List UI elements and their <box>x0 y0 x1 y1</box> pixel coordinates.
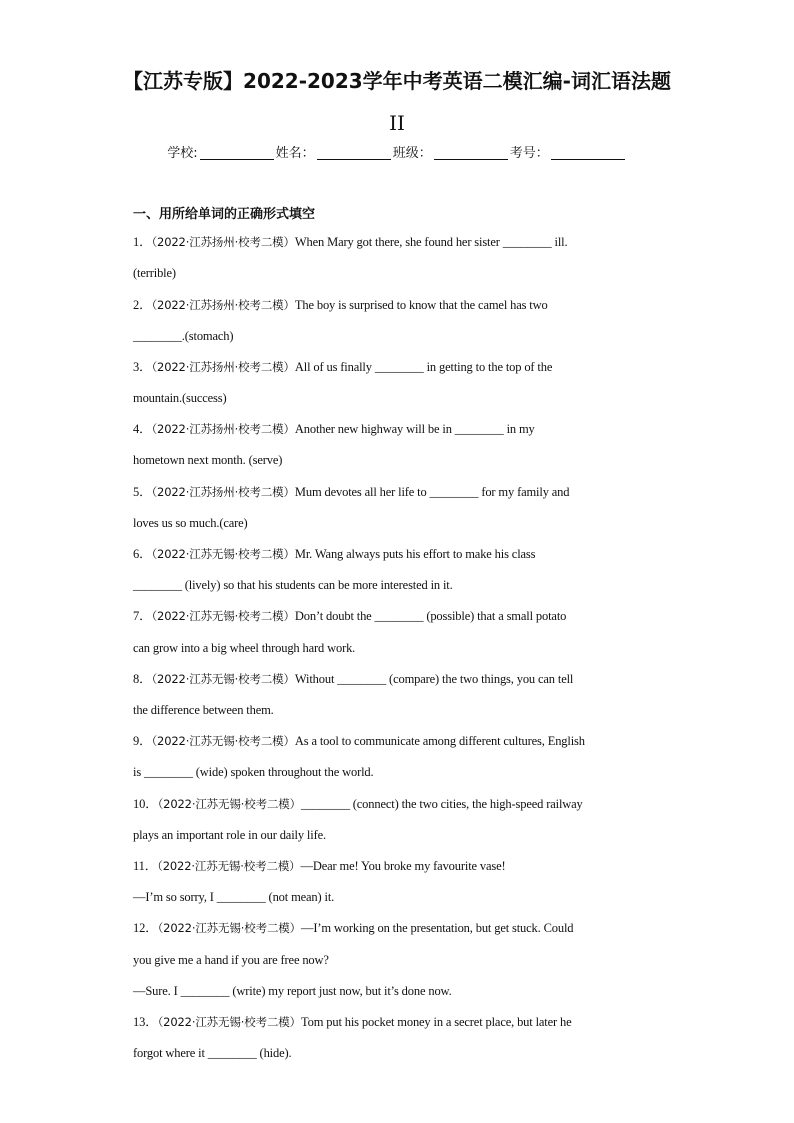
question-text: When Mary got there, she found her sister ________ ill. <box>294 235 568 249</box>
question-number: 1． <box>133 235 152 249</box>
question-number: 7． <box>133 609 152 623</box>
question-source: （2022·江苏无锡·校考二模） <box>151 547 295 561</box>
question-text: —I’m working on the presentation, but get stuck. Could <box>301 921 574 935</box>
question-source: （2022·江苏无锡·校考二模） <box>157 797 301 811</box>
question-number: 9． <box>133 734 152 748</box>
question-text: Tom put his pocket money in a secret place, but later he <box>301 1015 572 1029</box>
exam-no-blank[interactable] <box>551 159 625 160</box>
question-2-line-2: ________.(stomach) <box>133 329 234 343</box>
question-7-line-1 <box>133 607 566 625</box>
question-text: —Dear me! You broke my favourite vase! <box>300 859 506 873</box>
question-text: Mum devotes all her life to ________ for my family and <box>294 485 570 499</box>
question-number: 6． <box>133 547 152 561</box>
question-10-line-1 <box>133 795 583 813</box>
question-number: 11． <box>133 859 158 873</box>
question-2-line-1 <box>133 296 548 314</box>
class-label: 班级： <box>392 146 432 161</box>
school-label: 学校: <box>167 146 198 161</box>
question-source: （2022·江苏无锡·校考二模） <box>151 734 295 748</box>
document-title: 【江苏专版】2022-2023学年中考英语二模汇编-词汇语法题 <box>123 69 671 93</box>
question-1-line-1 <box>133 233 567 251</box>
question-10-line-2: plays an important role in our daily life. <box>133 828 326 842</box>
question-source: （2022·江苏扬州·校考二模） <box>151 298 295 312</box>
question-source: （2022·江苏无锡·校考二模） <box>157 1015 301 1029</box>
exam-no-label: 考号： <box>509 146 549 161</box>
question-8-line-2: the difference between them. <box>133 703 274 717</box>
question-text: The boy is surprised to know that the camel has two <box>294 298 548 312</box>
question-5-line-2: loves us so much.(care) <box>133 516 248 530</box>
question-text: Another new highway will be in ________ in my <box>294 422 535 436</box>
school-blank[interactable] <box>200 159 274 160</box>
section-title: 一、用所给单词的正确形式填空 <box>133 207 316 222</box>
question-number: 2． <box>133 298 152 312</box>
question-7-line-2: can grow into a big wheel through hard work. <box>133 641 356 655</box>
question-source: （2022·江苏无锡·校考二模） <box>157 921 301 935</box>
question-1-line-2: (terrible) <box>133 266 176 280</box>
question-text: All of us finally ________ in getting to the top of the <box>294 360 553 374</box>
question-11-line-1 <box>133 857 506 875</box>
question-text: Without ________ (compare) the two things, you can tell <box>294 672 574 686</box>
question-3-line-1 <box>133 358 552 376</box>
question-4-line-2: hometown next month. (serve) <box>133 453 283 467</box>
question-6-line-1 <box>133 545 535 563</box>
question-source: （2022·江苏扬州·校考二模） <box>151 360 295 374</box>
question-12-line-3: —Sure. I ________ (write) my report just now, but it’s done now. <box>133 984 452 998</box>
question-4-line-1 <box>133 420 535 438</box>
question-text: As a tool to communicate among different cultures, English <box>294 734 585 748</box>
question-9-line-2: is ________ (wide) spoken throughout the world. <box>133 765 374 779</box>
question-11-line-2: —I’m so sorry, I ________ (not mean) it. <box>133 890 335 904</box>
question-number: 8． <box>133 672 152 686</box>
question-number: 5． <box>133 485 152 499</box>
question-13-line-2: forgot where it ________ (hide). <box>133 1046 292 1060</box>
student-info-row <box>0 145 794 163</box>
name-label: 姓名： <box>275 146 315 161</box>
question-13-line-1 <box>133 1013 572 1031</box>
question-source: （2022·江苏扬州·校考二模） <box>151 485 295 499</box>
question-12-line-2: you give me a hand if you are free now? <box>133 953 329 967</box>
question-source: （2022·江苏扬州·校考二模） <box>151 422 295 436</box>
question-text: ________ (connect) the two cities, the high-speed railway <box>301 797 583 811</box>
class-blank[interactable] <box>434 159 508 160</box>
question-number: 3． <box>133 360 152 374</box>
question-number: 13． <box>133 1015 158 1029</box>
question-text: Don’t doubt the ________ (possible) that a small potato <box>294 609 567 623</box>
document-subtitle: II <box>389 111 405 135</box>
question-number: 10． <box>133 797 158 811</box>
question-source: （2022·江苏无锡·校考二模） <box>151 609 295 623</box>
question-source: （2022·江苏扬州·校考二模） <box>151 235 295 249</box>
question-9-line-1 <box>133 732 585 750</box>
name-blank[interactable] <box>317 159 391 160</box>
question-6-line-2: ________ (lively) so that his students can be more interested in it. <box>133 578 453 592</box>
question-number: 12． <box>133 921 158 935</box>
question-12-line-1 <box>133 919 573 937</box>
question-text: Mr. Wang always puts his effort to make his class <box>294 547 536 561</box>
question-3-line-2: mountain.(success) <box>133 391 227 405</box>
question-8-line-1 <box>133 670 573 688</box>
question-number: 4． <box>133 422 152 436</box>
question-source: （2022·江苏无锡·校考二模） <box>157 859 301 873</box>
question-source: （2022·江苏无锡·校考二模） <box>151 672 295 686</box>
question-5-line-1 <box>133 483 569 501</box>
